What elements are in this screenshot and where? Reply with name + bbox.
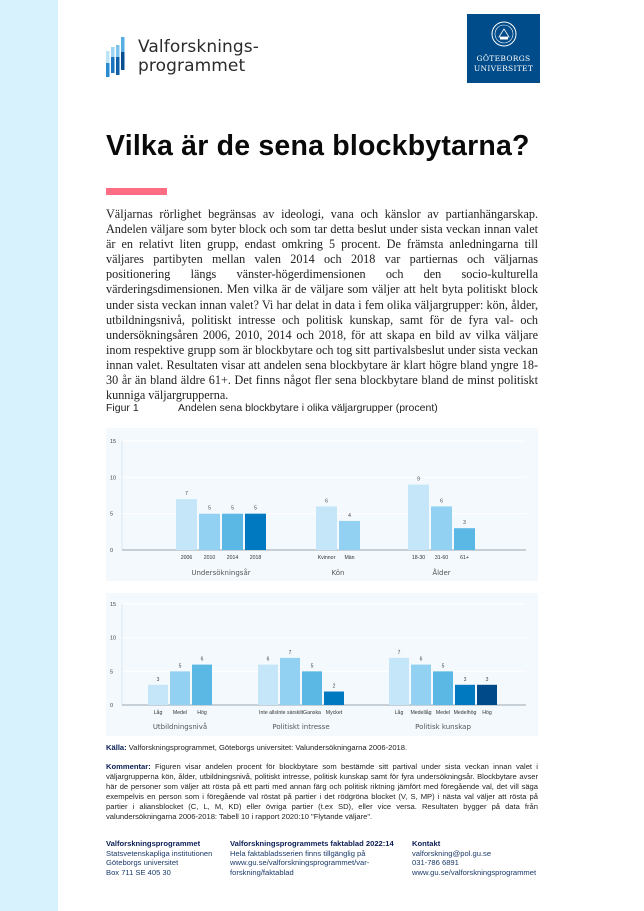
bar-logo-icon (106, 37, 128, 77)
y-tick-label: 5 (110, 669, 114, 676)
logo-line-1: Valforsknings- (138, 37, 259, 57)
chart-panel-2 (106, 593, 538, 736)
contact-website-link[interactable]: www.gu.se/valforskningsprogrammet (412, 867, 537, 877)
group-label: Undersökningsår (191, 569, 251, 577)
figure-title: Andelen sena blockbytare i olika väljargrupper (procent) (178, 402, 438, 414)
bar (455, 685, 475, 705)
footer-line: Statsvetenskapliga institutionen (106, 848, 213, 858)
comment-note (106, 762, 538, 822)
bar (433, 671, 453, 705)
bar (411, 665, 431, 705)
x-tick-label: Mycket (325, 710, 343, 716)
x-tick-label: 2018 (249, 555, 262, 561)
x-tick-label: Hög (482, 710, 492, 716)
source-label: Källa: (106, 743, 127, 752)
data-label: 6 (266, 656, 270, 663)
y-tick-label: 10 (110, 475, 117, 482)
data-label: 6 (200, 656, 204, 663)
data-label: 5 (310, 663, 314, 670)
y-tick-label: 10 (110, 635, 117, 642)
bar (431, 506, 452, 550)
group-label: Politisk kunskap (415, 723, 471, 731)
footer-col-organisation (106, 839, 212, 877)
x-tick-label: Kvinnor (317, 555, 336, 561)
left-decorative-strip (0, 0, 58, 911)
x-tick-label: Låg (153, 710, 163, 716)
bar-chart-1 (106, 428, 538, 581)
x-tick-label: 18-30 (411, 555, 426, 561)
x-tick-label: 2014 (226, 555, 239, 561)
data-label: 2 (332, 683, 336, 690)
data-label: 4 (348, 512, 351, 519)
bar (408, 485, 429, 550)
x-tick-label: Män (344, 555, 355, 561)
bar (316, 506, 337, 550)
university-seal-icon (491, 21, 517, 47)
bar (170, 671, 190, 705)
x-tick-label: Medel (435, 710, 451, 716)
x-tick-label: 31-60 (434, 555, 449, 561)
x-tick-label: Låg (394, 710, 404, 716)
bar (148, 685, 168, 705)
data-label: 5 (441, 663, 445, 670)
university-name-line-1: GÖTEBORGS (476, 54, 531, 63)
footer-line: Göteborgs universitet (106, 858, 179, 867)
x-tick-label: 2006 (180, 555, 193, 561)
x-tick-label: Hög (197, 710, 207, 716)
bar (258, 665, 278, 705)
body-paragraph: Väljarnas rörlighet begränsas av ideologi, vana och känslor av partianhängarskap. Andelen väljare som byter block och som tar detta beslut under sista veckan innan valet är en relativt liten grupp, endast omkring 5 procent. De främsta anledningarna till väljares partibyten mellan valen 2014 och 2018 var partiernas och väljarnas positionering längs vänster-högerdimensionen och den socio-kulturella värderingsdimensionen. Men vilka är de väljare som väljer att helt byta politiskt block under sista veckan innan valet? Vi har delat in data i fem olika väljargrupper: kön, ålder, utbildningsnivå, politiskt intresse och politisk kunskap, samt för de fyra val- och undersökningsåren 2006, 2010, 2014 och 2018, för att skapa en bild av vilka väljare inom respektive grupp som är blockbytare och tog sitt partivalsbeslut under sista veckan innan valet. Resultaten visar att andelen sena blockbytare är klart högre bland yngre 18-30 år än bland äldre 61+. Det finns något fler sena blockbytare bland de minst politiskt kunniga väljargrupperna. (106, 207, 538, 403)
source-text: Valforskningsprogrammet, Göteborgs universitet: Valundersökningarna 2006-2018. (126, 743, 408, 752)
y-tick-label: 0 (110, 548, 114, 554)
footer-col-factsheet (230, 839, 394, 877)
group-label: Kön (331, 569, 345, 577)
x-tick-label: Medel (172, 710, 188, 716)
footer-heading: Valforskningsprogrammets faktablad 2022:14 (230, 839, 394, 848)
data-label: 5 (178, 663, 182, 670)
data-label: 9 (417, 476, 420, 483)
bar (245, 514, 266, 550)
valforskningsprogrammet-logo (106, 37, 259, 77)
data-label: 6 (440, 498, 443, 505)
data-label: 3 (485, 676, 489, 683)
x-tick-label: Medellåg (410, 710, 432, 716)
footer-link[interactable]: forskning/faktablad (230, 867, 294, 877)
bar (389, 658, 409, 705)
data-label: 7 (397, 649, 401, 656)
data-label: 5 (208, 505, 211, 512)
contact-phone: 031-786 6891 (412, 858, 459, 867)
logo-line-2: programmet (138, 56, 246, 76)
data-label: 5 (231, 505, 234, 512)
bar (477, 685, 497, 705)
bar (324, 692, 344, 705)
data-label: 6 (325, 498, 328, 505)
title-accent-bar (106, 188, 167, 195)
comment-label: Kommentar: (106, 762, 151, 771)
bar-chart-2 (106, 593, 538, 736)
footer-line: Box 711 SE 405 30 (106, 867, 171, 877)
bar (222, 514, 243, 550)
x-tick-label: Ganska (303, 710, 321, 716)
footer-line: Hela faktabladsserien finns tillgänglig på (230, 848, 366, 858)
y-tick-label: 15 (110, 439, 117, 445)
data-label: 7 (185, 491, 188, 498)
bar (339, 521, 360, 550)
figure-caption (106, 402, 546, 414)
group-label: Ålder (432, 569, 451, 577)
footer-link[interactable]: www.gu.se/valforskningsprogrammet/var- (230, 858, 370, 867)
comment-text: Figuren visar andelen procent för blockbytare som bestämde sitt partival under sista veckan innan valet i väljargrupperna kön, ålder, utbildningsnivå, politiskt intresse, politisk kunskap samt för fyra undersökningsår. Blockbytare avser här de personer som väljer att rösta på ett parti med annan färg och politisk riktning jämfört med föregående val, det vill säga exempelvis en person som i föregående val röstat på partier i det rödgröna blocket (V, S, MP) i nästa val väljer att rösta på partier i aliansblocket (C, L, M, KD) eller övriga partier (t.ex SD), eller vice versa. Resultaten bygger på data från valundersökningarna 2006-2018: Tabell 10 i rapport 2020:10 "Flytande väljare". (106, 762, 538, 821)
source-note (106, 743, 538, 753)
contact-email-link[interactable]: valforskning@pol.gu.se (412, 848, 492, 858)
y-tick-label: 0 (110, 703, 114, 709)
bar (280, 658, 300, 705)
bar (192, 665, 212, 705)
x-tick-label: 2010 (203, 555, 216, 561)
x-tick-label: Inte alls (259, 710, 277, 716)
bar (199, 514, 220, 550)
figure-label: Figur 1 (106, 402, 139, 414)
footer-col-contact (412, 839, 536, 877)
university-name-line-2: UNIVERSITET (473, 64, 534, 73)
data-label: 3 (156, 676, 160, 683)
data-label: 6 (419, 656, 423, 663)
data-label: 3 (463, 676, 467, 683)
goteborgs-universitet-logo (467, 14, 540, 83)
x-tick-label: 61+ (460, 555, 469, 561)
y-tick-label: 5 (110, 511, 114, 518)
group-label: Utbildningsnivå (152, 723, 208, 731)
footer-heading: Kontakt (412, 839, 441, 848)
bar (302, 671, 322, 705)
data-label: 3 (463, 520, 466, 527)
page-title: Vilka är de sena blockbytarna? (106, 130, 530, 162)
y-tick-label: 15 (110, 602, 117, 608)
data-label: 5 (254, 505, 257, 512)
x-tick-label: Medelhög (453, 710, 477, 716)
data-label: 7 (288, 649, 292, 656)
bar (454, 528, 475, 550)
bar (176, 499, 197, 550)
x-tick-label: Inte särskilt (276, 710, 304, 716)
chart-panel-1 (106, 428, 538, 581)
group-label: Politiskt intresse (272, 723, 330, 731)
footer-heading: Valforskningsprogrammet (106, 839, 201, 848)
